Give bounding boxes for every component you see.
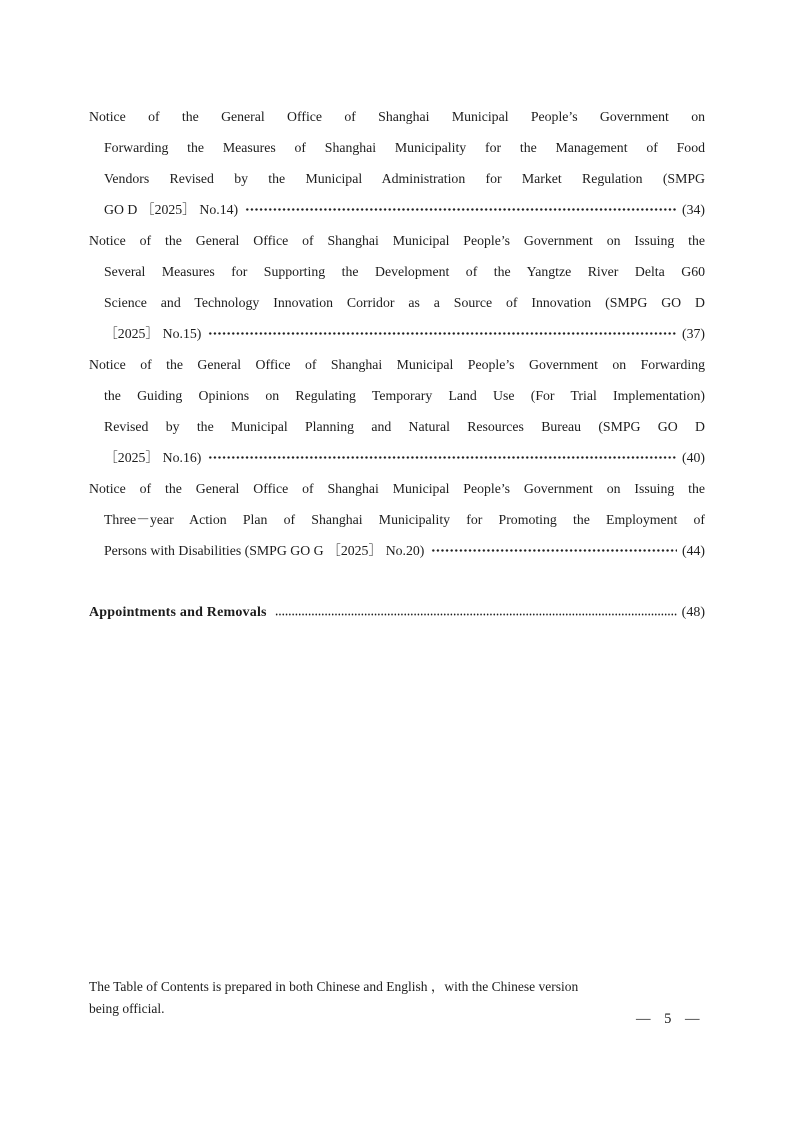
toc-line: Notice of the General Office of Shanghai Municipal People’s Government on Forwarding [89, 357, 705, 372]
appointments-page-ref: (48) [681, 605, 705, 620]
dot-leader [208, 442, 677, 473]
dot-leader [431, 535, 677, 566]
toc-entry-text: Persons with Disabilities (SMPG GO G ［2025］ No.20) [104, 543, 425, 558]
toc-list [89, 101, 705, 566]
toc-line: Notice of the General Office of Shanghai Municipal People’s Government on [89, 109, 705, 124]
footnote-line: The Table of Contents is prepared in both Chinese and English ，with the Chinese version [89, 979, 579, 994]
toc-entry-last-line [89, 442, 705, 473]
footnote [89, 976, 649, 1019]
toc-entry-text: ［2025］ No.16) [104, 450, 202, 465]
toc-line: Notice of the General Office of Shanghai Municipal People’s Government on Issuing the [89, 481, 705, 496]
toc-entry-text: ［2025］ No.15) [104, 326, 202, 341]
toc-line: Vendors Revised by the Municipal Administration for Market Regulation (SMPG [104, 171, 705, 186]
toc-line: Revised by the Municipal Planning and Natural Resources Bureau (SMPG GO D [104, 419, 705, 434]
page-ref: (37) [682, 326, 705, 341]
appointments-row [89, 597, 705, 628]
dot-leader [208, 318, 677, 349]
toc-entry-last-line [89, 535, 705, 566]
toc-entry-last-line [89, 318, 705, 349]
toc-entry [89, 225, 705, 349]
toc-entry [89, 101, 705, 225]
toc-entry [89, 473, 705, 566]
page-ref: (40) [682, 450, 705, 465]
page-ref: (34) [682, 202, 705, 217]
toc-line: Notice of the General Office of Shanghai Municipal People’s Government on Issuing the [89, 233, 705, 248]
footnote-line: being official. [89, 1000, 165, 1016]
toc-line: Science and Technology Innovation Corridor as a Source of Innovation (SMPG GO D [104, 295, 705, 310]
appointments-label: Appointments and Removals [89, 605, 267, 620]
toc-line: Three－year Action Plan of Shanghai Municipality for Promoting the Employment of [104, 512, 705, 527]
toc-line: Forwarding the Measures of Shanghai Municipality for the Management of Food [104, 140, 705, 155]
page-number: — 5 — [636, 1011, 700, 1027]
toc-entry-last-line [89, 194, 705, 225]
toc-entry [89, 349, 705, 473]
dot-leader [245, 194, 677, 225]
dot-leader [275, 597, 677, 628]
toc-entry-text: GO D ［2025］ No.14) [104, 202, 239, 217]
toc-line: Several Measures for Supporting the Development of the Yangtze River Delta G60 [104, 264, 705, 279]
toc-line: the Guiding Opinions on Regulating Temporary Land Use (For Trial Implementation) [104, 388, 705, 403]
page-ref: (44) [682, 543, 705, 558]
